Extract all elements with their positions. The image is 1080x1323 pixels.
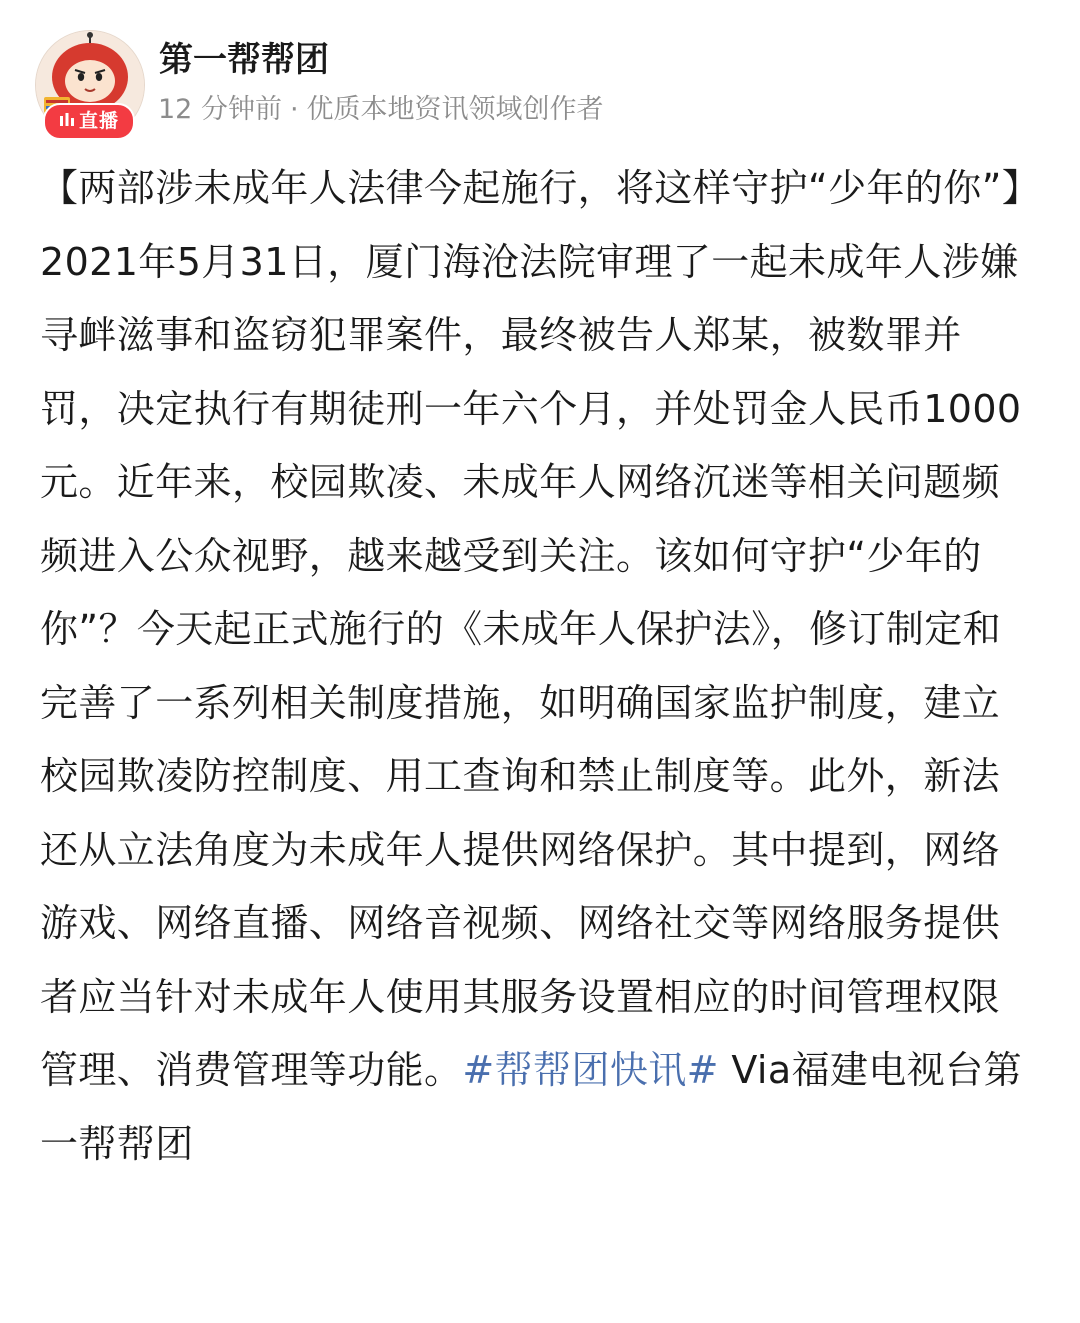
author-avatar-container[interactable] — [35, 30, 145, 140]
meta-separator: · — [289, 94, 299, 125]
post-meta — [158, 92, 604, 128]
post-signature: Via福建电视台第一帮帮团 — [40, 1048, 1022, 1166]
live-badge-label: 直播 — [78, 110, 119, 132]
author-tag: 优质本地资讯领域创作者 — [306, 94, 604, 125]
live-badge[interactable] — [43, 103, 135, 140]
post-body — [40, 152, 1035, 1181]
author-name[interactable]: 第一帮帮团 — [159, 40, 329, 80]
post-time: 12 分钟前 — [158, 94, 282, 125]
post-header — [0, 0, 1080, 145]
topic-link[interactable]: #帮帮团快讯# — [462, 1048, 719, 1092]
post-text: 【两部涉未成年人法律今起施行，将这样守护“少年的你”】2021年5月31日，厦门海沧法院审理了一起未成年人涉嫌寻衅滋事和盗窃犯罪案件，最终被告人郑某，被数罪并罚，决定执行有期徒刑一年六个月，并处罚金人民币1000元。近年来，校园欺凌、未成年人网络沉迷等相关问题频频进入公众视野，越来越受到关注。该如何守护“少年的你”？今天起正式施行的《未成年人保护法》，修订制定和完善了一系列相关制度措施，如明确国家监护制度，建立校园欺凌防控制度、用工查询和禁止制度等。此外，新法还从立法角度为未成年人提供网络保护。其中提到，网络游戏、网络直播、网络音视频、网络社交等网络服务提供者应当针对未成年人使用其服务设置相应的时间管理权限管理、消费管理等功能。 — [40, 166, 1022, 1092]
live-signal-icon — [59, 112, 75, 128]
